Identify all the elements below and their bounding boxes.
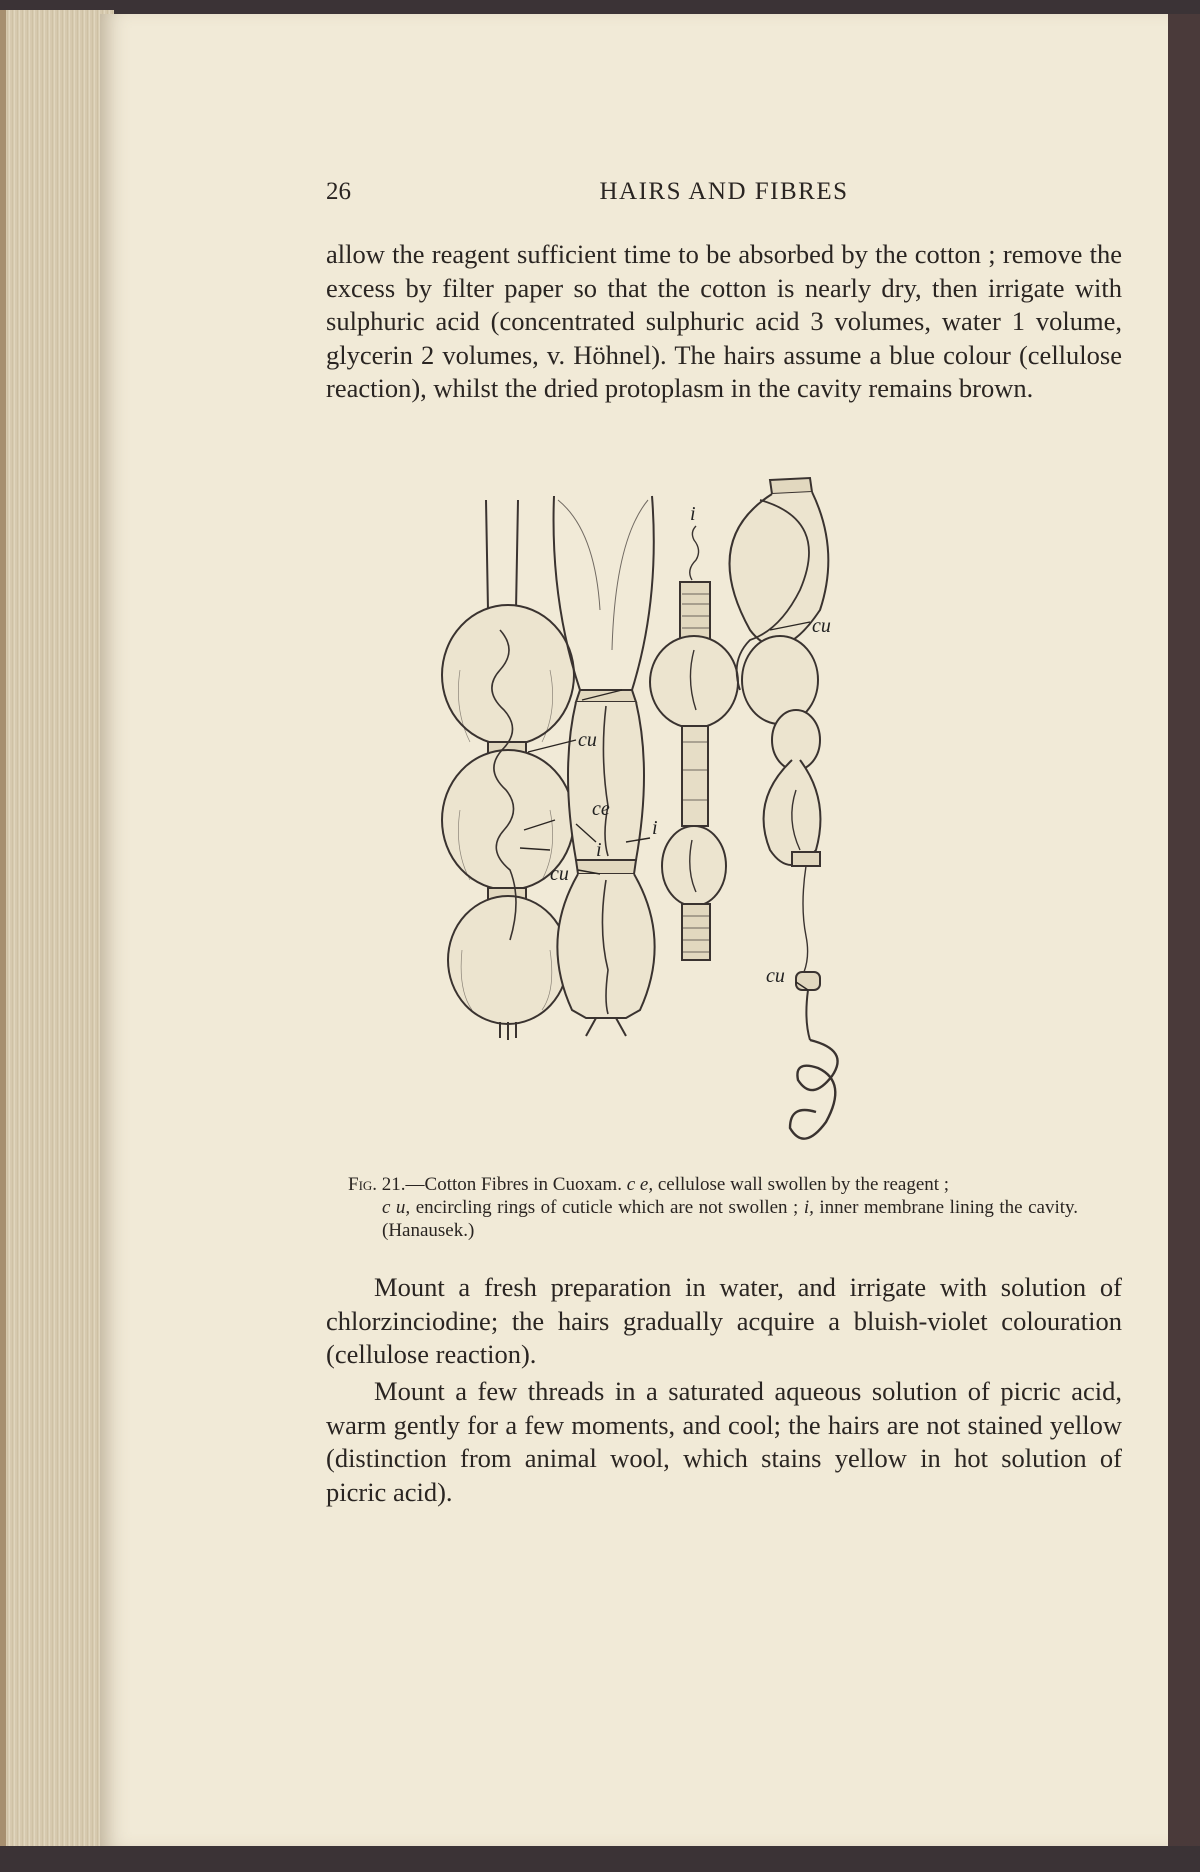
caption-i-text: inner membrane lining the cavity. xyxy=(819,1197,1079,1218)
label-cu-1: cu xyxy=(578,729,597,751)
running-head xyxy=(326,178,1122,218)
page-number: 26 xyxy=(326,178,351,205)
figure-caption xyxy=(348,1173,1078,1242)
caption-cu-abbr: c u, xyxy=(382,1197,411,1218)
label-cu-3: cu xyxy=(812,615,831,637)
caption-continuation xyxy=(348,1196,1078,1242)
book-cover-edge-right xyxy=(1168,14,1200,1846)
fibre-3 xyxy=(650,526,738,960)
caption-figure-number: Fig. 21. xyxy=(348,1174,406,1195)
running-title: HAIRS AND FIBRES xyxy=(599,178,849,205)
fibre-1 xyxy=(442,500,574,1040)
fibre-4 xyxy=(730,478,838,1139)
book-cover-edge-bottom xyxy=(0,1846,1200,1872)
caption-i-abbr: i, xyxy=(803,1197,814,1218)
label-cu-2: cu xyxy=(550,863,569,885)
figure-illustration xyxy=(400,470,1040,1170)
label-i-2: i xyxy=(652,817,658,839)
label-i-1: i xyxy=(596,839,602,861)
caption-ce-abbr: c e, xyxy=(626,1174,654,1195)
paragraph-2: Mount a fresh preparation in water, and irrigate with solution of chlorzinciodine; the hairs gradually acquire a bluish-violet colouration (cellulose reaction). xyxy=(326,1272,1122,1369)
label-ce: ce xyxy=(592,798,610,820)
page-stack-edge xyxy=(0,10,114,1848)
paragraph-1: allow the reagent sufficient time to be absorbed by the cotton ; remove the excess by filter paper so that the cotton is nearly dry, then irrigate with sulphuric acid (concentrated sulphuric acid 3 volumes, water 1 volume, glycerin 2 volumes, v. Höhnel). The hairs assume a blue colour (cellulose reaction), whilst the dried protoplasm in the cavity remains brown. xyxy=(326,239,1122,403)
paragraph-3: Mount a few threads in a saturated aqueous solution of picric acid, warm gently for a few moments, and cool; the hairs are not stained yellow (distinction from animal wool, which stains yellow in hot solution of picric acid). xyxy=(326,1376,1122,1507)
label-i-3: i xyxy=(690,503,696,525)
caption-title: —Cotton Fibres in Cuoxam. xyxy=(405,1174,622,1195)
caption-source: (Hanausek.) xyxy=(382,1220,475,1241)
figure-cotton-fibres xyxy=(400,470,1040,1170)
caption-ce-text: cellulose wall swollen by the reagent ; xyxy=(657,1174,950,1195)
label-cu-4: cu xyxy=(766,965,785,987)
caption-cu-text: encircling rings of cuticle which are not swollen ; xyxy=(415,1197,799,1218)
fibre-2 xyxy=(554,496,655,1036)
